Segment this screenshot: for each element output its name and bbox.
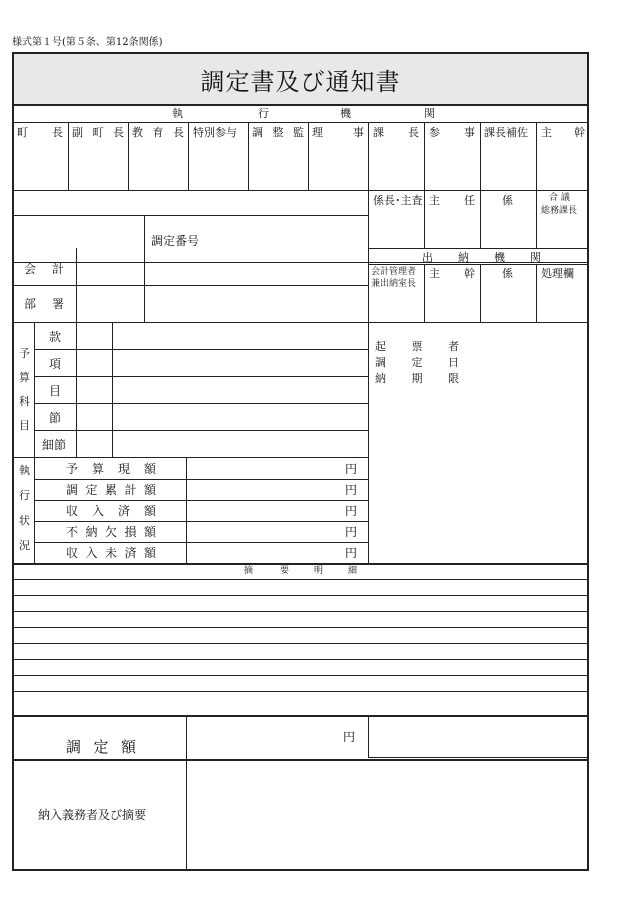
- suito-role-kakari: 係: [502, 267, 513, 280]
- form-title: 調定書及び通知書: [200, 67, 401, 96]
- role-special-advisor: 特別参与: [193, 126, 237, 139]
- yen-unit-4: 円: [345, 525, 358, 539]
- suito-heading-3: 機: [494, 251, 505, 264]
- form-number-note: 様式第１号(第５条、第12条関係): [12, 37, 163, 48]
- role-section-chief: 課 長: [373, 126, 419, 139]
- tekiyo-heading-2: 要: [280, 566, 290, 576]
- chotei-bango-label: 調定番号: [151, 234, 200, 248]
- role-shunin: 主 任: [429, 194, 475, 207]
- suito-role-shukan: 主 幹: [429, 267, 475, 280]
- role-mayor: 町 長: [17, 126, 63, 139]
- role-counselor: 参 事: [429, 126, 475, 139]
- chotei-gaku-unit: 円: [343, 730, 356, 744]
- role-kakari: 係: [502, 194, 513, 207]
- suito-heading-1: 出: [422, 251, 433, 264]
- shikko-shunyu-misai: 収入未済額: [66, 546, 156, 560]
- role-assistant-chief: 課長補佐: [484, 126, 528, 139]
- row-setsu: 節: [49, 411, 62, 425]
- yen-unit-3: 円: [345, 504, 358, 518]
- gikai-label: 合 議: [549, 193, 570, 203]
- yen-unit-5: 円: [345, 546, 358, 560]
- role-director: 理 事: [312, 126, 364, 139]
- shikko-yosan-gengaku: 予算現額: [66, 462, 156, 476]
- row-moku: 目: [49, 384, 62, 398]
- tekiyo-heading-3: 明: [314, 566, 324, 576]
- chotei-gaku-label: 調定額: [66, 738, 136, 756]
- yen-unit-2: 円: [345, 483, 358, 497]
- yen-unit-1: 円: [345, 462, 358, 476]
- suito-role-shoriran: 処理欄: [541, 267, 574, 280]
- yosan-label-3: 科: [19, 395, 30, 408]
- kian-kihyosha: 起 票 者: [375, 340, 459, 353]
- shikko-label-1: 執: [19, 464, 30, 477]
- row-kou: 項: [49, 357, 62, 371]
- row-kan: 款: [49, 330, 62, 344]
- suito-heading-4: 関: [530, 251, 541, 264]
- shikko-label-2: 行: [19, 489, 30, 502]
- exec-heading-1: 執: [172, 107, 183, 120]
- yosan-label-1: 予: [19, 347, 30, 360]
- role-coordinator: 調整監: [252, 126, 304, 139]
- gikai-soumu: 総務課長: [541, 206, 578, 216]
- shikko-label-4: 況: [19, 539, 30, 552]
- yosan-label-4: 目: [19, 419, 30, 432]
- suito-heading-2: 納: [458, 251, 469, 264]
- row-saisetsu: 細節: [42, 438, 67, 452]
- nonyu-gimusha-label: 納入義務者及び摘要: [38, 808, 147, 822]
- role-chief-officer: 主 幹: [541, 126, 585, 139]
- suito-shitsucho: 兼出納室長: [371, 279, 417, 289]
- shikko-label-3: 状: [19, 514, 30, 527]
- kaikei-kanrisha: 会計管理者: [371, 267, 417, 277]
- role-kakaricho: 係長･主査: [373, 194, 423, 207]
- kian-choteibi: 調 定 日: [375, 356, 459, 369]
- exec-heading-3: 機: [340, 107, 351, 120]
- role-education: 教育長: [132, 126, 184, 139]
- exec-heading-2: 行: [258, 107, 269, 120]
- tekiyo-heading-4: 細: [348, 566, 358, 576]
- shikko-shunyu-zumi: 収入済額: [66, 504, 156, 518]
- exec-heading-4: 関: [424, 107, 435, 120]
- yosan-label-2: 算: [19, 371, 30, 384]
- kaikei-label: 会 計: [24, 262, 64, 276]
- busho-label: 部 署: [24, 297, 64, 311]
- shikko-chotei-ruikei: 調定累計額: [66, 483, 156, 497]
- tekiyo-heading-1: 摘: [244, 566, 254, 576]
- shikko-funo-kesson: 不納欠損額: [66, 525, 156, 539]
- kian-nokigen: 納 期 限: [375, 372, 459, 385]
- role-deputy-mayor: 副町長: [72, 126, 124, 139]
